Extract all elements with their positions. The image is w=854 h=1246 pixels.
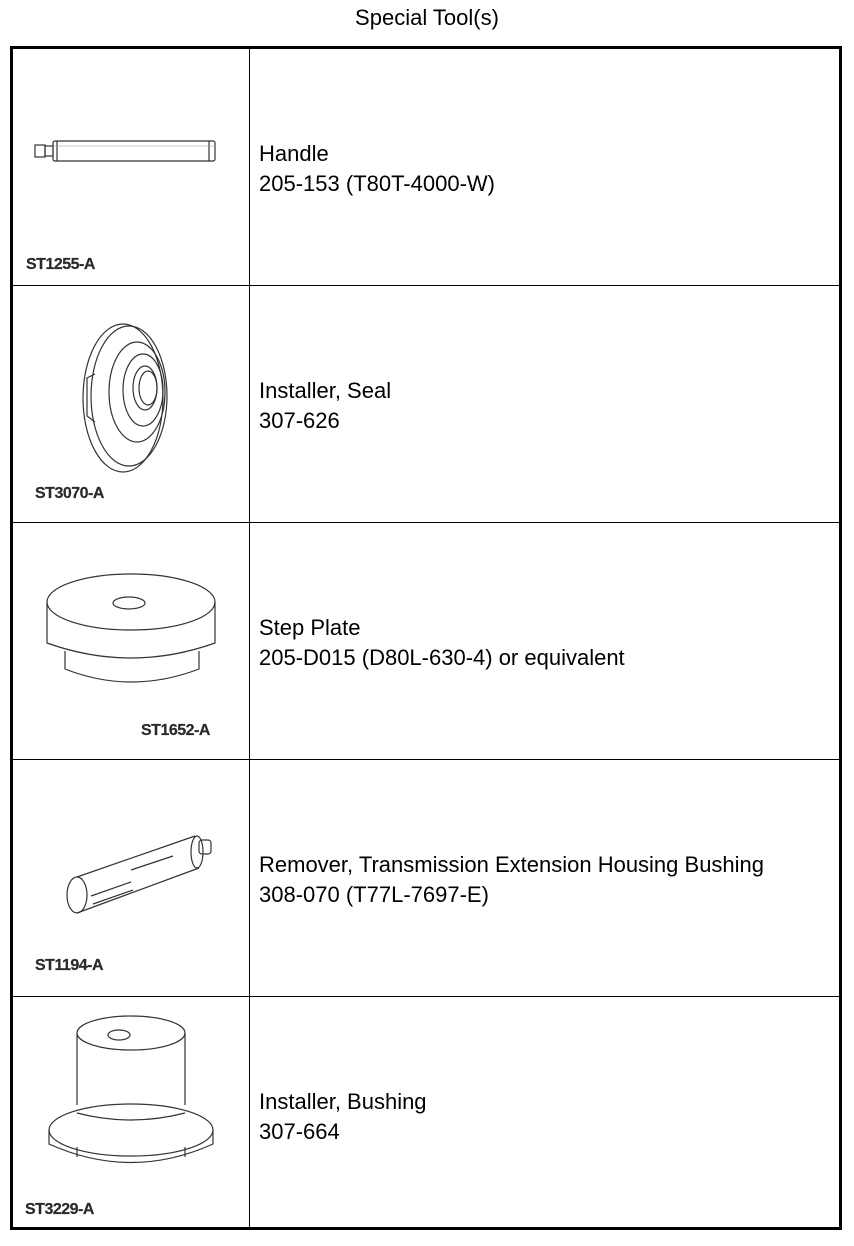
tool-description [259, 139, 495, 199]
tool-number: 308-070 (T77L-7697-E) [259, 882, 489, 907]
table-row [13, 760, 839, 997]
tool-name: Handle [259, 141, 329, 166]
tool-image-cell [13, 49, 250, 285]
tool-number: 307-664 [259, 1119, 340, 1144]
tool-description [259, 1087, 427, 1147]
bushing-installer-drawing [13, 997, 249, 1233]
special-tools-table [10, 46, 842, 1230]
tool-number: 205-153 (T80T-4000-W) [259, 171, 495, 196]
tool-name: Installer, Bushing [259, 1089, 427, 1114]
tool-code: ST1652-A [141, 722, 210, 739]
tool-code: ST3070-A [35, 485, 104, 502]
tool-code: ST1255-A [26, 256, 95, 273]
table-row [13, 286, 839, 523]
tool-number: 205-D015 (D80L-630-4) or equivalent [259, 645, 625, 670]
tool-image-cell [13, 286, 250, 522]
tool-description [259, 850, 764, 910]
handle-drawing [13, 49, 249, 285]
table-row [13, 49, 839, 286]
tool-image-cell [13, 760, 250, 996]
table-row [13, 523, 839, 760]
table-row [13, 997, 839, 1230]
step-plate-drawing [13, 523, 249, 759]
tool-image-cell [13, 523, 250, 759]
tool-number: 307-626 [259, 408, 340, 433]
tool-description [259, 613, 625, 673]
page-title: Special Tool(s) [355, 5, 499, 30]
tool-name: Installer, Seal [259, 378, 392, 403]
tool-name: Step Plate [259, 615, 361, 640]
tool-description [259, 376, 391, 436]
tool-code: ST3229-A [25, 1201, 94, 1218]
tool-name: Remover, Transmission Extension Housing Bushing [259, 852, 765, 877]
tool-image-cell [13, 997, 250, 1230]
tool-code: ST1194-A [35, 957, 104, 974]
